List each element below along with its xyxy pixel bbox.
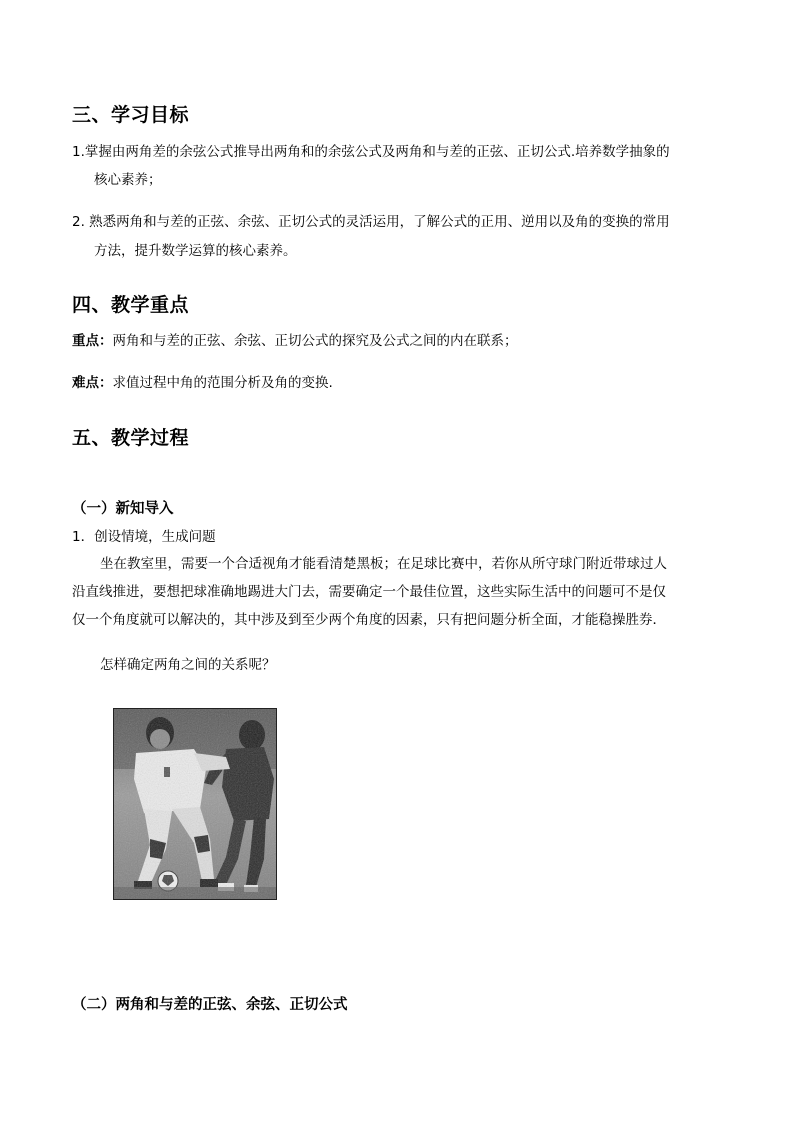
guiding-question: 怎样确定两角之间的关系呢？ xyxy=(100,657,276,673)
objective-2-line-1: 2. 熟悉两角和与差的正弦、余弦、正切公式的灵活运用，了解公式的正用、逆用以及角的变换的常用 xyxy=(72,214,670,230)
intro-paragraph-line-2: 沿直线推进，要想把球准确地踢进大门去，需要确定一个最佳位置，这些实际生活中的问题可不是仅 xyxy=(72,584,666,600)
intro-paragraph-line-1: 坐在教室里，需要一个合适视角才能看清楚黑板；在足球比赛中，若你从所守球门附近带球过人 xyxy=(100,556,667,572)
intro-paragraph-line-3: 仅一个角度就可以解决的，其中涉及到至少两个角度的因素，只有把问题分析全面，才能稳操胜券． xyxy=(72,612,666,628)
objective-1-line-1: 1.掌握由两角差的余弦公式推导出两角和的余弦公式及两角和与差的正弦、正切公式.培养数学抽象的 xyxy=(72,144,670,160)
key-point-label: 重点： xyxy=(72,333,113,349)
difficulty-point xyxy=(72,373,333,393)
difficulty-text: 求值过程中角的范围分析及角的变换. xyxy=(112,375,333,391)
section-5-title: 五、教学过程 xyxy=(72,427,190,449)
objective-1-line-2: 核心素养； xyxy=(94,172,162,188)
key-point-text: 两角和与差的正弦、余弦、正切公式的探究及公式之间的内在联系； xyxy=(112,333,518,349)
subsection-1-title: （一）新知导入 xyxy=(72,501,174,517)
step-1-title: 1．创设情境，生成问题 xyxy=(72,529,216,545)
difficulty-label: 难点： xyxy=(72,375,113,391)
section-4-title: 四、教学重点 xyxy=(72,294,190,316)
key-point xyxy=(72,331,518,351)
soccer-players-illustration xyxy=(114,709,277,900)
soccer-photo xyxy=(113,708,277,900)
section-3-title: 三、学习目标 xyxy=(72,104,190,126)
objective-2-line-2: 方法，提升数学运算的核心素养。 xyxy=(94,243,297,259)
subsection-2-title: （二）两角和与差的正弦、余弦、正切公式 xyxy=(72,997,348,1013)
